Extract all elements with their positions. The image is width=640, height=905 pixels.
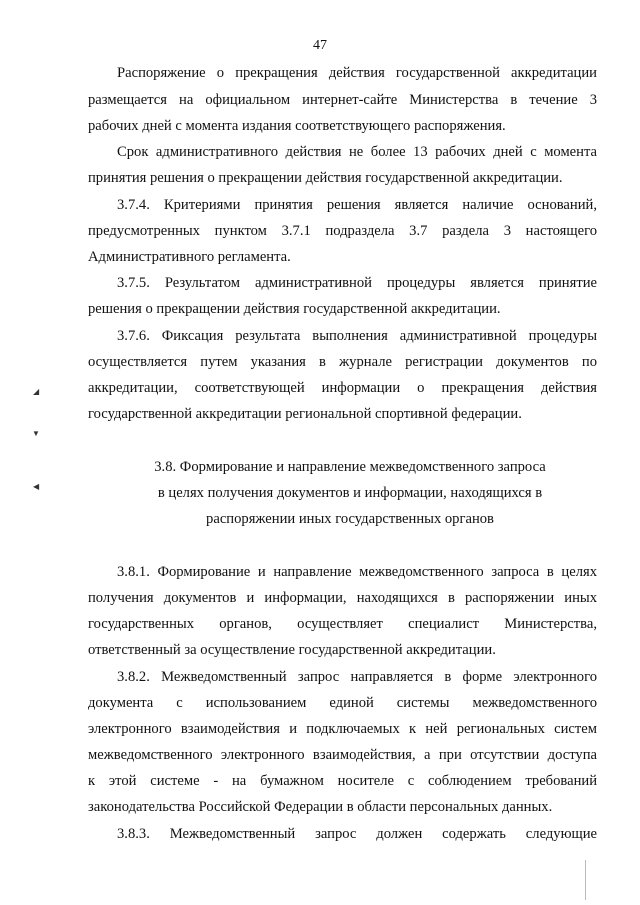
paragraph-line: межведомственного электронного взаимодействия, а при отсутствии доступа: [88, 747, 597, 763]
paragraph-line: 3.8.3. Межведомственный запрос должен содержать следующие: [117, 826, 597, 842]
paragraph-line: Административного регламента.: [88, 249, 291, 265]
paragraph-line: государственной аккредитации региональной спортивной федерации.: [88, 406, 522, 422]
paragraph-line: размещается на официальном интернет-сайте Министерства в течение 3: [88, 92, 597, 108]
paragraph-line: ответственный за осуществление государственной аккредитации.: [88, 642, 496, 658]
paragraph-line: законодательства Российской Федерации в области персональных данных.: [88, 799, 553, 815]
section-heading-line: распоряжении иных государственных органов: [206, 511, 494, 527]
section-heading-line: 3.8. Формирование и направление межведомственного запроса: [154, 459, 546, 475]
paragraph-line: Распоряжение о прекращения действия государственной аккредитации: [117, 65, 597, 81]
paragraph-line: Срок административного действия не более 13 рабочих дней с момента: [117, 144, 597, 160]
paragraph-line: рабочих дней с момента издания соответствующего распоряжения.: [88, 118, 506, 134]
paragraph-line: предусмотренных пунктом 3.7.1 подраздела 3.7 раздела 3 настоящего: [88, 223, 597, 239]
scan-mark: ▼: [32, 429, 40, 438]
paragraph-line: 3.7.5. Результатом административной процедуры является принятие: [117, 275, 597, 291]
paragraph-line: к этой системе - на бумажном носителе с соблюдением требований: [88, 773, 597, 789]
paragraph-line: электронного взаимодействия и подключаемых к ней региональных систем: [88, 721, 597, 737]
page-number: 47: [313, 38, 327, 53]
paragraph-line: государственных органов, осуществляет специалист Министерства,: [88, 616, 597, 632]
paragraph-line: решения о прекращении действия государственной аккредитации.: [88, 301, 501, 317]
paragraph-line: документа с использованием единой системы межведомственного: [88, 695, 597, 711]
paragraph-line: осуществляется путем указания в журнале регистрации документов по: [88, 354, 597, 370]
scan-mark: ◀: [33, 482, 40, 491]
paragraph-line: 3.8.1. Формирование и направление межведомственного запроса в целях: [117, 564, 597, 580]
scan-mark: ◢: [33, 387, 40, 396]
paragraph-line: 3.8.2. Межведомственный запрос направляется в форме электронного: [117, 669, 597, 685]
paragraph-line: получения документов и информации, находящихся в распоряжении иных: [88, 590, 597, 606]
paragraph-line: аккредитации, соответствующей информации о прекращения действия: [88, 380, 597, 396]
paragraph-line: 3.7.6. Фиксация результата выполнения административной процедуры: [117, 328, 597, 344]
paragraph-line: 3.7.4. Критериями принятия решения является наличие оснований,: [117, 197, 597, 213]
paragraph-line: принятия решения о прекращении действия государственной аккредитации.: [88, 170, 563, 186]
scan-mark: [585, 860, 586, 900]
section-heading-line: в целях получения документов и информации, находящихся в: [157, 485, 543, 501]
